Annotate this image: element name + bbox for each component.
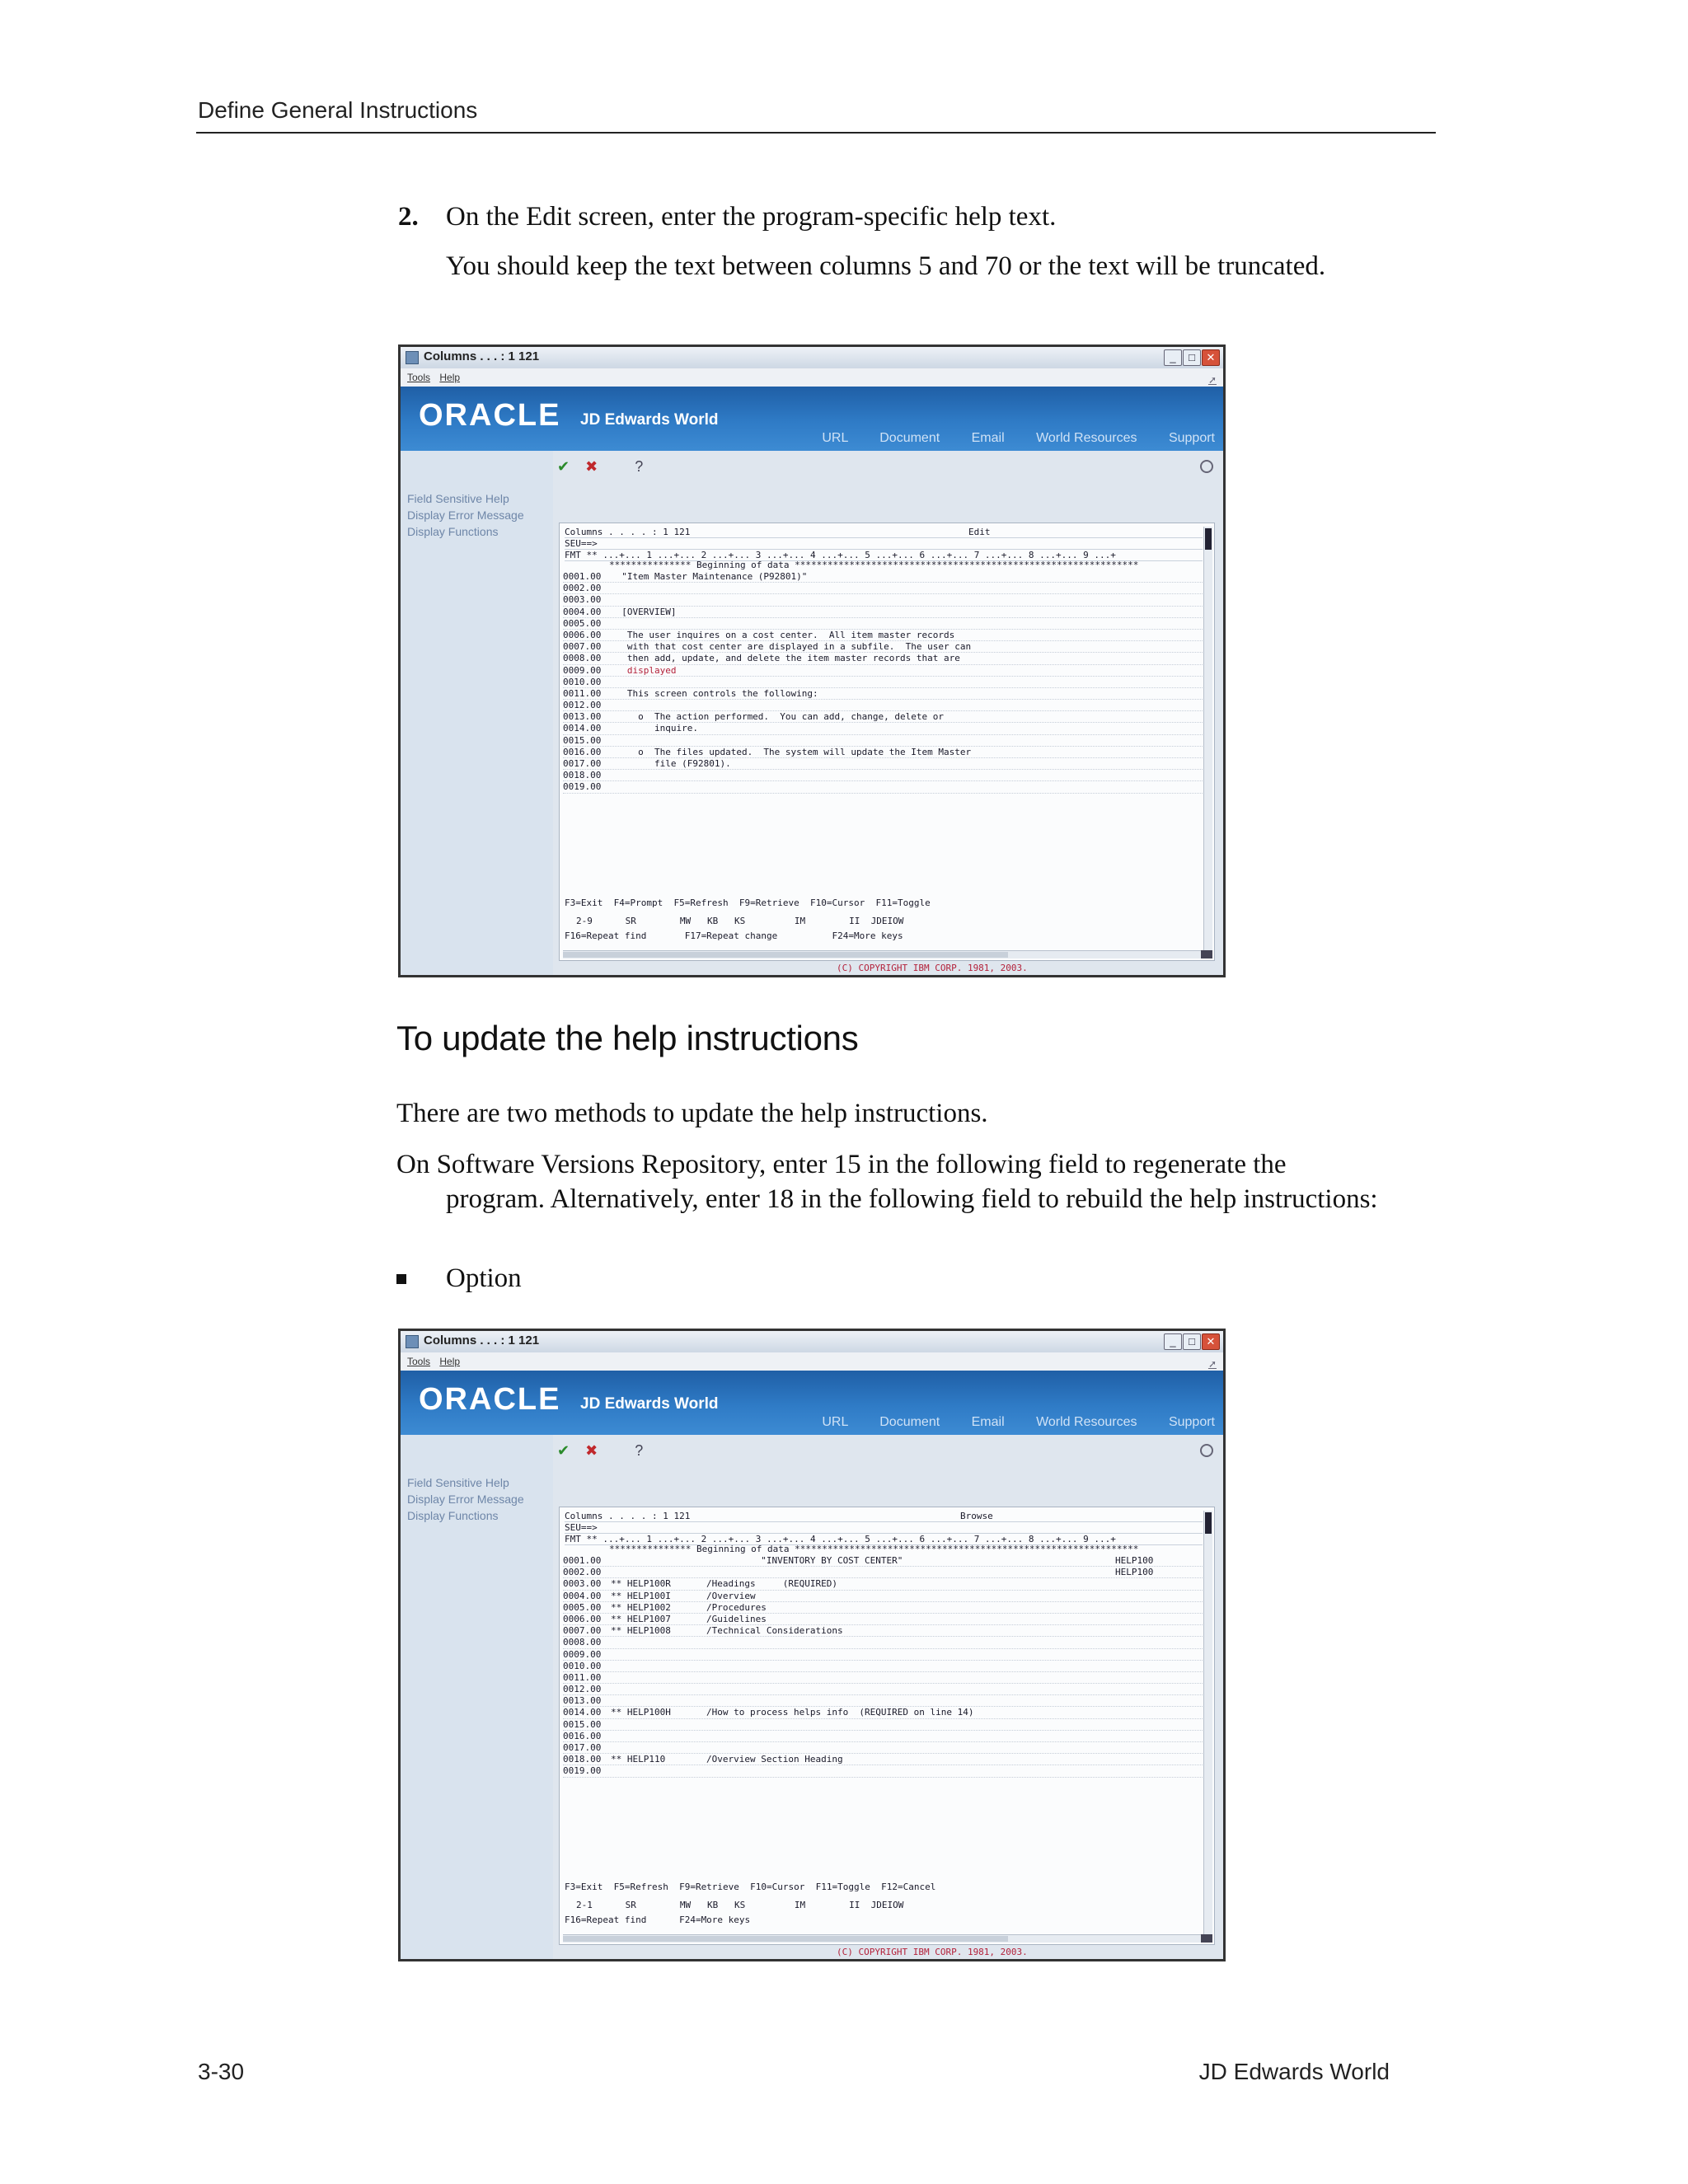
sequence-number: 0001.00 bbox=[563, 1555, 602, 1566]
left-panel bbox=[401, 451, 553, 975]
oracle-logo: ORACLE bbox=[419, 1382, 561, 1417]
product-name: JD Edwards World bbox=[580, 1395, 719, 1413]
menu-bar bbox=[401, 368, 1223, 387]
line-text: /Technical Considerations bbox=[706, 1625, 843, 1637]
menu-tools[interactable]: Tools bbox=[407, 372, 431, 383]
fkeys-line-2: F16=Repeat find F17=Repeat change F24=More keys bbox=[565, 930, 903, 941]
line-text: with that cost center are displayed in a subfile. The user can bbox=[611, 641, 972, 653]
step-text: On the Edit screen, enter the program-specific help text. bbox=[446, 202, 1057, 232]
step-note: You should keep the text between columns 5 and 70 or the text will be truncated. bbox=[446, 251, 1326, 281]
source-line[interactable] bbox=[563, 618, 1203, 630]
link-support[interactable]: Support bbox=[1168, 1415, 1215, 1429]
source-line[interactable] bbox=[563, 781, 1203, 793]
source-line[interactable] bbox=[563, 700, 1203, 711]
line-text: inquire. bbox=[611, 723, 698, 734]
sequence-number: 0002.00 bbox=[563, 1567, 602, 1578]
minimize-button[interactable]: _ bbox=[1164, 349, 1182, 366]
display-functions-link[interactable]: Display Functions bbox=[407, 1509, 499, 1522]
source-line[interactable] bbox=[563, 1661, 1203, 1672]
help-question-icon[interactable]: ? bbox=[635, 458, 644, 475]
help-annotation: HELP100 bbox=[1115, 1555, 1154, 1566]
maximize-button[interactable]: □ bbox=[1183, 349, 1201, 366]
bullet-text: Option bbox=[446, 1263, 522, 1293]
banner-links bbox=[794, 431, 1215, 446]
page-number: 3-30 bbox=[198, 2059, 245, 2084]
oracle-logo: ORACLE bbox=[419, 398, 561, 433]
source-line[interactable] bbox=[563, 1625, 1203, 1637]
source-line[interactable] bbox=[563, 723, 1203, 734]
help-question-icon[interactable]: ? bbox=[635, 1442, 644, 1459]
source-line[interactable] bbox=[563, 1731, 1203, 1742]
source-line[interactable] bbox=[563, 688, 1203, 700]
sequence-number: 0006.00 bbox=[563, 629, 602, 640]
source-line[interactable] bbox=[563, 770, 1203, 781]
menu-help[interactable]: Help bbox=[439, 1356, 461, 1367]
edit-screen-screenshot bbox=[398, 344, 1226, 977]
sequence-number: 0012.00 bbox=[563, 700, 602, 711]
sequence-number: 0006.00 bbox=[563, 1613, 602, 1624]
beginning-of-data: *************** Beginning of data *************************************************************** bbox=[609, 560, 1139, 570]
sequence-number: 0011.00 bbox=[563, 687, 602, 699]
section-heading: To update the help instructions bbox=[396, 1019, 859, 1057]
vertical-scrollbar[interactable] bbox=[1203, 527, 1212, 955]
window-title: Columns . . . : 1 121 bbox=[424, 349, 540, 363]
source-line[interactable] bbox=[563, 607, 1203, 618]
menu-tools[interactable]: Tools bbox=[407, 1356, 431, 1367]
help-member: ** HELP100R bbox=[611, 1578, 671, 1590]
source-line[interactable] bbox=[563, 1765, 1203, 1777]
sequence-number: 0003.00 bbox=[563, 1578, 602, 1590]
window-titlebar bbox=[401, 347, 1223, 369]
function-keys bbox=[565, 1860, 1203, 1961]
app-icon bbox=[406, 1335, 419, 1348]
sequence-number: 0009.00 bbox=[563, 1648, 602, 1660]
sequence-number: 0014.00 bbox=[563, 1707, 602, 1718]
source-line[interactable] bbox=[563, 747, 1203, 758]
banner-links bbox=[794, 1415, 1215, 1430]
source-line[interactable] bbox=[563, 1614, 1203, 1625]
paragraph-instructions-line1: On Software Versions Repository, enter 15 in the following field to regenerate the bbox=[396, 1150, 1287, 1179]
window-title: Columns . . . : 1 121 bbox=[424, 1333, 540, 1347]
line-text: file (F92801). bbox=[611, 758, 731, 769]
paragraph-instructions bbox=[396, 1147, 1427, 1216]
beginning-of-data: *************** Beginning of data *************************************************************** bbox=[609, 1544, 1139, 1554]
field-sensitive-help-link[interactable]: Field Sensitive Help bbox=[407, 492, 509, 505]
sequence-number: 0011.00 bbox=[563, 1671, 602, 1683]
status-line: 2-1 SR MW KB KS IM II JDEIOW bbox=[576, 1900, 904, 1910]
source-line[interactable] bbox=[563, 758, 1203, 770]
sequence-number: 0018.00 bbox=[563, 1754, 602, 1765]
mode-label: Browse bbox=[960, 1511, 993, 1521]
link-support[interactable]: Support bbox=[1168, 431, 1215, 445]
cancel-x-icon[interactable]: ✖ bbox=[585, 458, 598, 475]
running-header: Define General Instructions bbox=[198, 97, 478, 123]
fkeys-line-1: F3=Exit F4=Prompt F5=Refresh F9=Retrieve F10=Cursor F11=Toggle bbox=[565, 898, 931, 909]
sequence-number: 0013.00 bbox=[563, 711, 602, 723]
link-url[interactable]: URL bbox=[822, 431, 848, 445]
line-text: /Overview Section Heading bbox=[706, 1754, 843, 1765]
source-line[interactable] bbox=[563, 583, 1203, 594]
sequence-number: 0008.00 bbox=[563, 653, 602, 664]
browse-screen-screenshot bbox=[398, 1329, 1226, 1961]
sequence-number: 0004.00 bbox=[563, 1590, 602, 1601]
mode-label: Edit bbox=[968, 527, 991, 537]
line-text: /Overview bbox=[706, 1590, 756, 1601]
maximize-button[interactable]: □ bbox=[1183, 1333, 1201, 1350]
menu-help[interactable]: Help bbox=[439, 372, 461, 383]
columns-field: Columns . . . . : 1 121 bbox=[565, 527, 691, 537]
sequence-number: 0015.00 bbox=[563, 734, 602, 746]
source-line[interactable] bbox=[563, 1555, 1203, 1567]
source-line[interactable] bbox=[563, 1707, 1203, 1718]
menu-bar bbox=[401, 1352, 1223, 1371]
line-text: /Guidelines bbox=[706, 1613, 767, 1624]
sequence-number: 0008.00 bbox=[563, 1637, 602, 1648]
seu-prompt[interactable]: SEU==> bbox=[565, 1522, 1203, 1534]
sequence-number: 0018.00 bbox=[563, 770, 602, 781]
source-line[interactable] bbox=[563, 665, 1203, 677]
display-functions-link[interactable]: Display Functions bbox=[407, 525, 499, 538]
bullet-square-icon bbox=[396, 1274, 406, 1284]
check-icon[interactable]: ✔ bbox=[557, 1442, 570, 1459]
line-text: This screen controls the following: bbox=[611, 687, 818, 699]
help-member: ** HELP110 bbox=[611, 1754, 666, 1765]
source-line[interactable] bbox=[563, 571, 1203, 583]
source-line[interactable] bbox=[563, 1684, 1203, 1695]
search-icon[interactable] bbox=[1200, 1444, 1213, 1457]
copyright-line: (C) COPYRIGHT IBM CORP. 1981, 2003. bbox=[837, 1947, 1028, 1958]
source-line[interactable] bbox=[563, 1649, 1203, 1661]
link-document[interactable]: Document bbox=[879, 431, 940, 445]
line-text: then add, update, and delete the item master records that are bbox=[611, 653, 960, 664]
source-line[interactable] bbox=[563, 1567, 1203, 1578]
line-text: /Procedures bbox=[706, 1601, 767, 1613]
check-icon[interactable]: ✔ bbox=[557, 458, 570, 475]
field-sensitive-help-link[interactable]: Field Sensitive Help bbox=[407, 1476, 509, 1489]
toolbar bbox=[557, 458, 643, 476]
line-text: o The files updated. The system will update the Item Master bbox=[611, 746, 972, 757]
sequence-number: 0002.00 bbox=[563, 583, 602, 594]
menu-arrow-icon[interactable]: ➚ bbox=[1207, 1358, 1217, 1370]
sequence-number: 0015.00 bbox=[563, 1718, 602, 1730]
source-line[interactable] bbox=[563, 1637, 1203, 1648]
copyright-line: (C) COPYRIGHT IBM CORP. 1981, 2003. bbox=[837, 963, 1028, 974]
paragraph-instructions-rest: program. Alternatively, enter 18 in the following field to rebuild the help instructions: bbox=[446, 1184, 1378, 1214]
sequence-number: 0005.00 bbox=[563, 1601, 602, 1613]
sequence-number: 0010.00 bbox=[563, 1660, 602, 1671]
scroll-corner bbox=[1201, 950, 1212, 958]
help-member: ** HELP1007 bbox=[611, 1613, 671, 1624]
browse-lines bbox=[563, 1555, 1203, 1778]
terminal-browse bbox=[559, 1507, 1215, 1958]
sequence-number: 0019.00 bbox=[563, 1765, 602, 1777]
help-member: ** HELP1002 bbox=[611, 1601, 671, 1613]
source-line[interactable] bbox=[563, 641, 1203, 653]
horizontal-scrollbar[interactable] bbox=[563, 1934, 1201, 1943]
oracle-banner bbox=[401, 1371, 1223, 1435]
window-titlebar bbox=[401, 1331, 1223, 1353]
oracle-banner bbox=[401, 387, 1223, 451]
terminal-header bbox=[565, 1511, 1203, 1544]
sequence-number: 0019.00 bbox=[563, 781, 602, 793]
format-ruler: FMT ** ...+... 1 ...+... 2 ...+... 3 ...+... 4 ...+... 5 ...+... 6 ...+... 7 ...+... 8 ...+... 9 ...+ bbox=[565, 1534, 1203, 1545]
fkeys-line-1: F3=Exit F5=Refresh F9=Retrieve F10=Cursor F11=Toggle F12=Cancel bbox=[565, 1882, 936, 1893]
source-line[interactable] bbox=[563, 630, 1203, 641]
link-world-resources[interactable]: World Resources bbox=[1036, 1415, 1137, 1429]
sequence-number: 0003.00 bbox=[563, 594, 602, 606]
source-line[interactable] bbox=[563, 677, 1203, 688]
seu-prompt[interactable]: SEU==> bbox=[565, 538, 1203, 550]
terminal-edit bbox=[559, 523, 1215, 974]
line-text: "INVENTORY BY COST CENTER" bbox=[706, 1555, 903, 1566]
search-icon[interactable] bbox=[1200, 460, 1213, 473]
function-keys bbox=[565, 876, 1203, 977]
line-text: displayed bbox=[611, 664, 677, 676]
link-document[interactable]: Document bbox=[879, 1415, 940, 1429]
step-number: 2. bbox=[398, 202, 419, 232]
sequence-number: 0012.00 bbox=[563, 1684, 602, 1695]
left-panel bbox=[401, 1435, 553, 1959]
display-error-message-link[interactable]: Display Error Message bbox=[407, 509, 524, 522]
line-text: /Headings (REQUIRED) bbox=[706, 1578, 837, 1590]
sequence-number: 0009.00 bbox=[563, 664, 602, 676]
help-member: ** HELP100H bbox=[611, 1707, 671, 1718]
source-line[interactable] bbox=[563, 1742, 1203, 1754]
link-email[interactable]: Email bbox=[971, 1415, 1005, 1429]
sequence-number: 0005.00 bbox=[563, 617, 602, 629]
horizontal-scrollbar[interactable] bbox=[563, 950, 1201, 958]
sequence-number: 0007.00 bbox=[563, 1625, 602, 1637]
source-line[interactable] bbox=[563, 711, 1203, 723]
edit-lines bbox=[563, 571, 1203, 794]
cancel-x-icon[interactable]: ✖ bbox=[585, 1442, 598, 1459]
source-line[interactable] bbox=[563, 1695, 1203, 1707]
link-url[interactable]: URL bbox=[822, 1415, 848, 1429]
status-line: 2-9 SR MW KB KS IM II JDEIOW bbox=[576, 916, 904, 926]
help-member: ** HELP100I bbox=[611, 1590, 671, 1601]
header-rule bbox=[196, 132, 1436, 134]
format-ruler: FMT ** ...+... 1 ...+... 2 ...+... 3 ...+... 4 ...+... 5 ...+... 6 ...+... 7 ...+... 8 ...+... 9 ...+ bbox=[565, 550, 1203, 561]
sequence-number: 0016.00 bbox=[563, 1730, 602, 1741]
close-button[interactable]: ✕ bbox=[1202, 349, 1220, 366]
sequence-number: 0017.00 bbox=[563, 1742, 602, 1753]
line-text: o The action performed. You can add, change, delete or bbox=[611, 711, 944, 723]
source-line[interactable] bbox=[563, 1578, 1203, 1590]
vertical-scrollbar[interactable] bbox=[1203, 1511, 1212, 1939]
link-world-resources[interactable]: World Resources bbox=[1036, 431, 1137, 445]
menu-arrow-icon[interactable]: ➚ bbox=[1207, 374, 1217, 386]
help-member: ** HELP1008 bbox=[611, 1625, 671, 1637]
line-text: The user inquires on a cost center. All item master records bbox=[611, 629, 955, 640]
fkeys-line-2: F16=Repeat find F24=More keys bbox=[565, 1914, 751, 1925]
source-line[interactable] bbox=[563, 735, 1203, 747]
terminal-header bbox=[565, 527, 1203, 560]
line-text: [OVERVIEW] bbox=[611, 606, 677, 617]
source-line[interactable] bbox=[563, 594, 1203, 606]
book-title: JD Edwards World bbox=[1198, 2059, 1390, 2084]
sequence-number: 0017.00 bbox=[563, 758, 602, 769]
source-line[interactable] bbox=[563, 1754, 1203, 1765]
source-line[interactable] bbox=[563, 1602, 1203, 1614]
sequence-number: 0013.00 bbox=[563, 1695, 602, 1707]
columns-field: Columns . . . . : 1 121 bbox=[565, 1511, 691, 1521]
link-email[interactable]: Email bbox=[971, 431, 1005, 445]
toolbar bbox=[557, 1442, 643, 1460]
close-button[interactable]: ✕ bbox=[1202, 1333, 1220, 1350]
paragraph-methods: There are two methods to update the help instructions. bbox=[396, 1099, 988, 1128]
display-error-message-link[interactable]: Display Error Message bbox=[407, 1493, 524, 1506]
source-line[interactable] bbox=[563, 1719, 1203, 1731]
app-icon bbox=[406, 351, 419, 364]
line-text: /How to process helps info (REQUIRED on line 14) bbox=[706, 1707, 974, 1718]
source-line[interactable] bbox=[563, 653, 1203, 664]
sequence-number: 0010.00 bbox=[563, 676, 602, 687]
line-text: "Item Master Maintenance (P92801)" bbox=[611, 571, 808, 582]
sequence-number: 0004.00 bbox=[563, 606, 602, 617]
source-line[interactable] bbox=[563, 1672, 1203, 1684]
sequence-number: 0014.00 bbox=[563, 723, 602, 734]
sequence-number: 0001.00 bbox=[563, 571, 602, 582]
source-line[interactable] bbox=[563, 1591, 1203, 1602]
product-name: JD Edwards World bbox=[580, 411, 719, 429]
sequence-number: 0016.00 bbox=[563, 746, 602, 757]
sequence-number: 0007.00 bbox=[563, 641, 602, 653]
help-annotation: HELP100 bbox=[1115, 1567, 1154, 1578]
scroll-corner bbox=[1201, 1934, 1212, 1943]
minimize-button[interactable]: _ bbox=[1164, 1333, 1182, 1350]
